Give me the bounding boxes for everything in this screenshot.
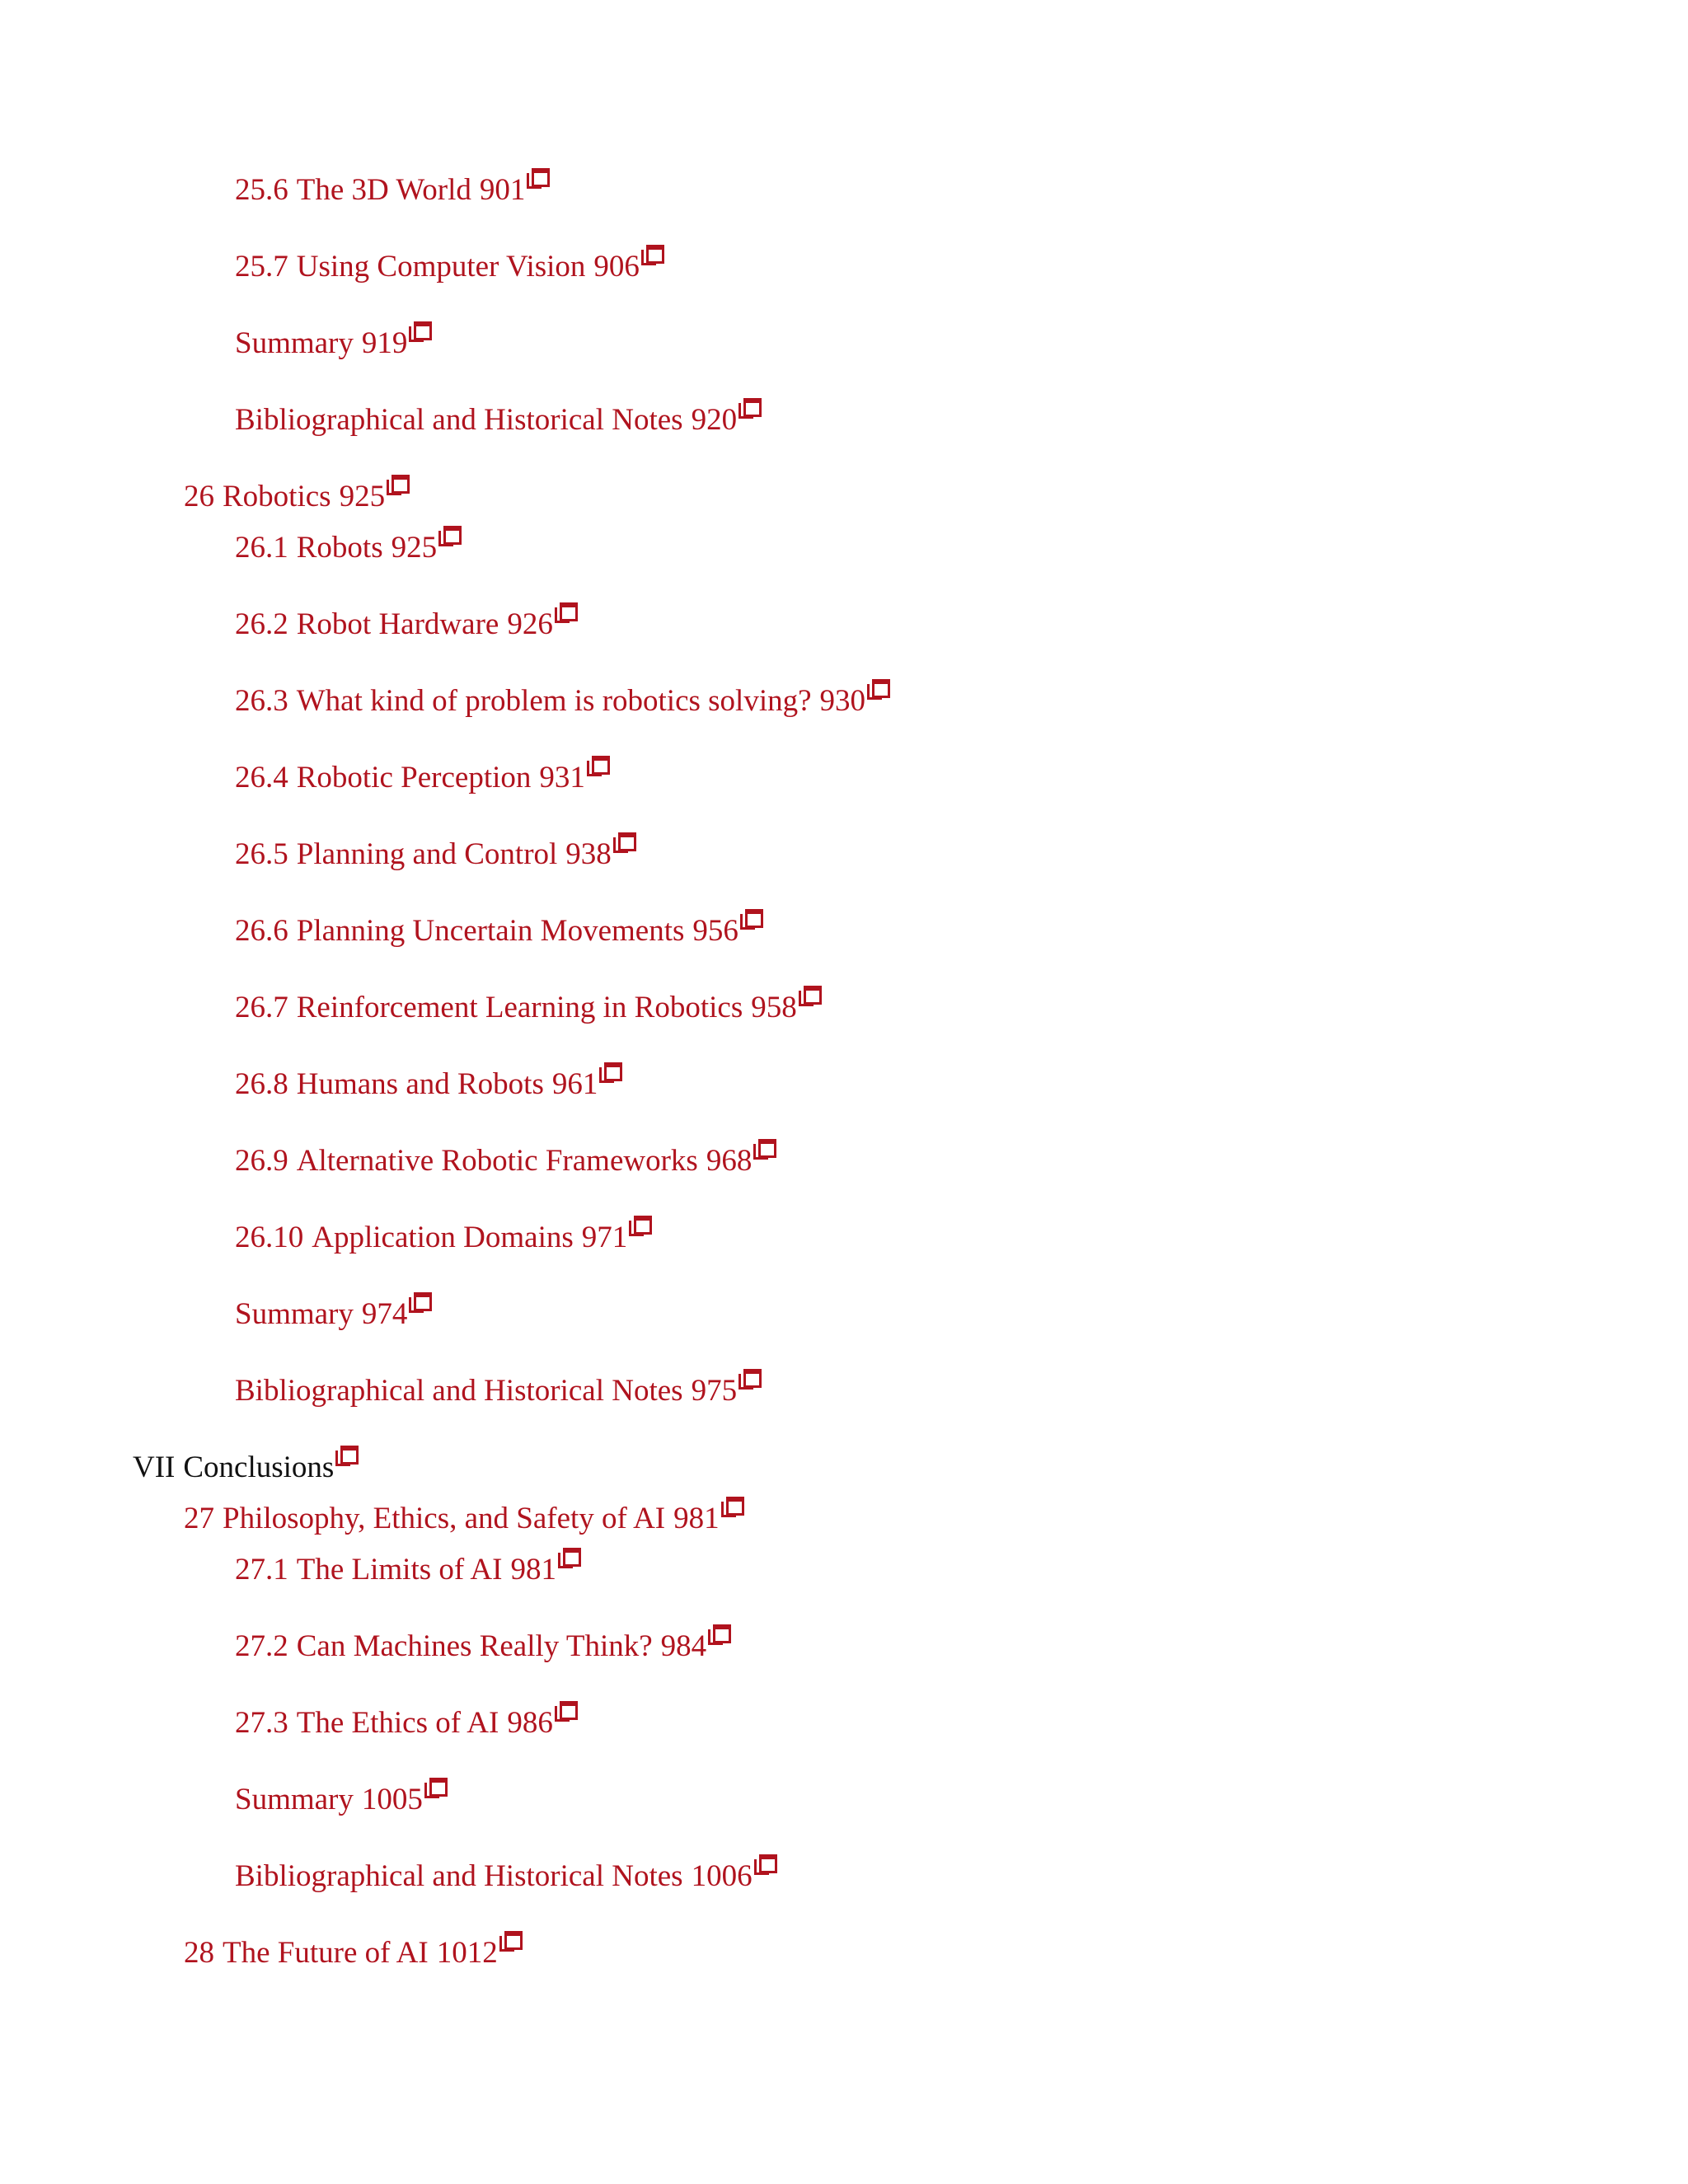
external-link-icon[interactable] xyxy=(754,1854,776,1876)
toc-entry-number: 27.2 xyxy=(235,1629,288,1663)
toc-entry-number: 26 xyxy=(184,480,214,513)
toc-entry-page-number: 901 xyxy=(479,173,526,207)
toc-entry-page-number: 974 xyxy=(361,1297,408,1331)
toc-entry-title: Summary xyxy=(235,1783,354,1816)
toc-section-link[interactable] xyxy=(235,1854,776,1895)
external-link-icon[interactable] xyxy=(387,475,408,496)
toc-entry-title: Application Domains xyxy=(312,1221,574,1254)
toc-entry-title: Humans and Robots xyxy=(296,1067,544,1101)
toc-section-link[interactable] xyxy=(235,1216,650,1256)
toc-chapter-link[interactable] xyxy=(184,1497,743,1537)
toc-entry-number: 26.9 xyxy=(235,1144,288,1178)
toc-section-link[interactable] xyxy=(235,1062,621,1103)
external-link-icon[interactable] xyxy=(738,1369,760,1390)
external-link-icon[interactable] xyxy=(555,1701,576,1722)
toc-entry-page-number: 930 xyxy=(819,684,866,718)
toc-entry-page-number: 938 xyxy=(565,837,612,871)
toc-section-link[interactable] xyxy=(235,832,635,873)
toc-section-link[interactable] xyxy=(235,526,460,566)
toc-entry-number: 26.8 xyxy=(235,1067,288,1101)
toc-entry-page-number: 1006 xyxy=(691,1859,753,1893)
external-link-icon[interactable] xyxy=(599,1062,621,1084)
external-link-icon[interactable] xyxy=(721,1497,743,1518)
toc-entry-number: 26.4 xyxy=(235,761,288,794)
toc-section-link[interactable] xyxy=(235,1292,430,1333)
toc-entry-page-number: 1005 xyxy=(361,1783,423,1816)
toc-entry-title: Can Machines Really Think? xyxy=(296,1629,653,1663)
external-link-icon[interactable] xyxy=(641,245,663,266)
external-link-icon[interactable] xyxy=(499,1931,521,1952)
external-link-icon[interactable] xyxy=(409,321,430,343)
toc-entry-number: 25.6 xyxy=(235,173,288,207)
external-link-icon[interactable] xyxy=(740,909,762,930)
toc-entry-page-number: 986 xyxy=(507,1706,553,1740)
toc-entry-title: Planning Uncertain Movements xyxy=(296,914,685,948)
toc-entry-number: 26.5 xyxy=(235,837,288,871)
toc-section-link[interactable] xyxy=(235,1369,760,1409)
external-link-icon[interactable] xyxy=(409,1292,430,1314)
toc-entry-number: 27 xyxy=(184,1502,214,1535)
external-link-icon[interactable] xyxy=(708,1624,729,1646)
toc-entry-number: 26.6 xyxy=(235,914,288,948)
toc-section-link[interactable] xyxy=(235,602,576,643)
toc-entry-title: Robots xyxy=(296,531,383,565)
external-link-icon[interactable] xyxy=(799,986,820,1007)
toc-section-link[interactable] xyxy=(235,909,762,949)
external-link-icon[interactable] xyxy=(738,398,760,419)
toc-entry-title: Summary xyxy=(235,326,354,360)
toc-section-link[interactable] xyxy=(235,245,663,285)
toc-entry-page-number: 919 xyxy=(361,326,408,360)
toc-entry-number: 26.3 xyxy=(235,684,288,718)
toc-section-link[interactable] xyxy=(235,986,820,1026)
toc-entry-page-number: 925 xyxy=(339,480,386,513)
external-link-icon[interactable] xyxy=(613,832,635,854)
toc-section-link[interactable] xyxy=(235,1548,579,1588)
toc-entry-page-number: 981 xyxy=(510,1553,556,1586)
toc-entry-page-number: 961 xyxy=(551,1067,598,1101)
toc-entry-title: Planning and Control xyxy=(296,837,558,871)
toc-entry-title: Bibliographical and Historical Notes xyxy=(235,1859,683,1893)
toc-section-link[interactable] xyxy=(235,1624,729,1665)
toc-entry-page-number: 968 xyxy=(706,1144,753,1178)
toc-entry-number: 28 xyxy=(184,1936,214,1970)
toc-entry-title: The Limits of AI xyxy=(296,1553,503,1586)
toc-entry-title: The Ethics of AI xyxy=(296,1706,499,1740)
toc-entry-number: 26.7 xyxy=(235,991,288,1024)
toc-entry-page-number: 958 xyxy=(751,991,797,1024)
toc-entry-page-number: 931 xyxy=(539,761,585,794)
external-link-icon[interactable] xyxy=(587,756,608,777)
toc-entry-page-number: 906 xyxy=(593,250,640,284)
toc-entry-page-number: 1012 xyxy=(436,1936,498,1970)
toc-section-link[interactable] xyxy=(235,398,760,438)
toc-section-link[interactable] xyxy=(235,321,430,362)
toc-entry-title: Alternative Robotic Frameworks xyxy=(296,1144,698,1178)
toc-entry-number: 27.3 xyxy=(235,1706,288,1740)
toc-entry-number: 26.10 xyxy=(235,1221,304,1254)
toc-entry-title: Robotics xyxy=(223,480,331,513)
toc-entry-title: Philosophy, Ethics, and Safety of AI xyxy=(223,1502,666,1535)
external-link-icon[interactable] xyxy=(438,526,460,547)
toc-entry-number: 25.7 xyxy=(235,250,288,284)
toc-section-link[interactable] xyxy=(235,1778,446,1818)
external-link-icon[interactable] xyxy=(555,602,576,624)
external-link-icon[interactable] xyxy=(753,1139,775,1160)
toc-entry-title: Robot Hardware xyxy=(296,607,499,641)
toc-entry-title: The Future of AI xyxy=(223,1936,429,1970)
toc-entry-title: The 3D World xyxy=(296,173,471,207)
toc-part-link[interactable] xyxy=(133,1446,357,1486)
toc-entry-number: 26.1 xyxy=(235,531,288,565)
toc-section-link[interactable] xyxy=(235,679,889,719)
toc-chapter-link[interactable] xyxy=(184,475,408,515)
toc-entry-title: Conclusions xyxy=(183,1451,335,1484)
toc-entry-page-number: 984 xyxy=(660,1629,707,1663)
toc-entry-title: Bibliographical and Historical Notes xyxy=(235,403,683,437)
external-link-icon[interactable] xyxy=(424,1778,446,1799)
external-link-icon[interactable] xyxy=(335,1446,357,1467)
toc-entry-page-number: 925 xyxy=(391,531,438,565)
toc-section-link[interactable] xyxy=(235,168,548,209)
toc-entry-page-number: 971 xyxy=(581,1221,628,1254)
toc-section-link[interactable] xyxy=(235,1701,576,1741)
toc-entry-title: Reinforcement Learning in Robotics xyxy=(296,991,743,1024)
toc-entry-page-number: 981 xyxy=(673,1502,720,1535)
toc-entry-page-number: 956 xyxy=(692,914,738,948)
toc-section-link[interactable] xyxy=(235,756,608,796)
toc-chapter-link[interactable] xyxy=(184,1931,521,1971)
toc-entry-number: VII xyxy=(133,1451,176,1484)
toc-entry-title: Robotic Perception xyxy=(296,761,532,794)
toc-entry-title: What kind of problem is robotics solving? xyxy=(296,684,812,718)
external-link-icon[interactable] xyxy=(527,168,548,190)
toc-entry-page-number: 926 xyxy=(507,607,553,641)
toc-entry-title: Bibliographical and Historical Notes xyxy=(235,1374,683,1408)
external-link-icon[interactable] xyxy=(558,1548,579,1569)
toc-entry-title: Using Computer Vision xyxy=(296,250,586,284)
external-link-icon[interactable] xyxy=(867,679,889,701)
toc-entry-number: 27.1 xyxy=(235,1553,288,1586)
toc-entry-page-number: 920 xyxy=(691,403,738,437)
toc-entry-number: 26.2 xyxy=(235,607,288,641)
toc-entry-title: Summary xyxy=(235,1297,354,1331)
external-link-icon[interactable] xyxy=(629,1216,650,1237)
toc-section-link[interactable] xyxy=(235,1139,775,1179)
toc-entry-page-number: 975 xyxy=(691,1374,738,1408)
